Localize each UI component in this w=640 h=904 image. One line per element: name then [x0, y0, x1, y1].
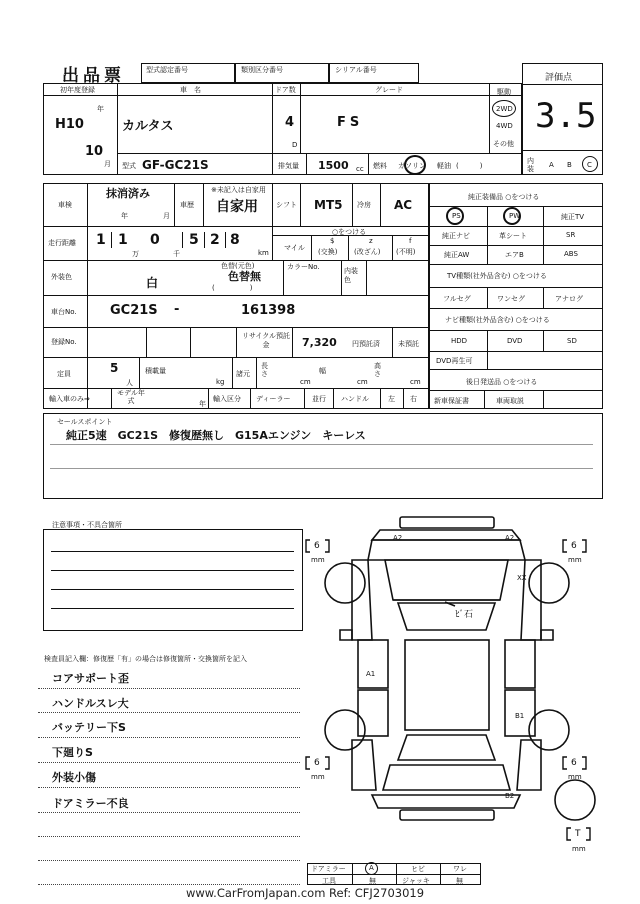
mileage-digit-4: 5 [189, 232, 199, 248]
mileage-digit-6: 8 [230, 232, 240, 248]
color-label: 外装色 [51, 273, 72, 281]
serial-label: シリアル番号 [335, 66, 377, 74]
mark-a2-left: A2 [393, 534, 403, 542]
grade-score-label: 評価点 [545, 73, 573, 83]
chassis-dash: - [174, 302, 180, 317]
later-warranty: 新車保証書 [434, 397, 469, 405]
model-year-unit: 年 [199, 400, 206, 408]
model-cert-label: 型式認定番号 [146, 66, 188, 74]
tire-front-right: 6 [571, 541, 577, 551]
handle-label: ハンドル [341, 395, 369, 403]
recycle-unpaid: 未預託 [398, 340, 419, 348]
grade-score-value: 3.5 [535, 96, 597, 136]
height-cm: cm [410, 378, 421, 386]
mile-opt3: (不明) [396, 248, 416, 256]
nav-title: ナビ種類(社外品含む) ○をつける [445, 316, 550, 324]
mileage-digit-3: 0 [150, 232, 160, 248]
mile-label: マイル [284, 244, 305, 252]
interior-label: 内装 [527, 157, 534, 173]
mirror-break: ワレ [453, 865, 467, 873]
fuel-label: 燃料 [373, 162, 387, 170]
equip-tv: 純正TV [561, 213, 585, 221]
tire-rear-right: 6 [571, 758, 577, 768]
interior-a: A [549, 161, 554, 169]
model-label: 型式 [122, 162, 136, 170]
nav-hdd: HDD [451, 337, 468, 345]
int-color-label: 内装色 [344, 267, 358, 284]
notes-label: 注意事項・不具合箇所 [52, 521, 122, 529]
cc-unit: cc [356, 165, 364, 173]
color-no-label: カラーNo. [287, 263, 320, 271]
equip-ps: PS [452, 212, 461, 220]
parallel-label: 並行 [312, 395, 326, 403]
mirror-label: ドアミラー [311, 865, 346, 873]
mileage-circle-note: ○をつける [332, 228, 367, 236]
length-label: 長さ [261, 362, 268, 378]
load-unit: kg [216, 378, 225, 386]
tool-value: 無 [369, 877, 376, 885]
note-item-5: 外装小傷 [52, 771, 96, 784]
width-label: 幅 [319, 367, 326, 375]
color-change-paren: ( ) [212, 284, 253, 292]
note-item-6: ドアミラー不良 [52, 797, 129, 810]
equip-pw: PW [509, 212, 521, 220]
equipment-title: 純正装備品 ○をつける [468, 193, 540, 201]
page-title: 出品票 [62, 66, 125, 86]
later-manual: 車両取説 [496, 397, 524, 405]
mirror-value: A [369, 864, 374, 872]
chassis-number: 161398 [241, 303, 296, 318]
import-class-label: 輸入区分 [213, 395, 241, 403]
equip-leather: 革シート [499, 232, 527, 240]
mileage-label: 走行距離 [48, 239, 76, 247]
usage-note: ※未記入は自家用 [211, 186, 266, 194]
mile-opt1-top: $ [330, 237, 335, 245]
month-value: 10 [85, 144, 104, 159]
doors-label: ドア数 [275, 86, 296, 94]
height-label: 高さ [374, 362, 381, 378]
tire-front-left: 6 [314, 541, 320, 551]
selling-points-text: 純正5速 GC21S 修復歴無し G15Aエンジン キーレス [66, 429, 366, 442]
nav-sd: SD [567, 337, 577, 345]
shift-label: シフト [276, 201, 297, 209]
chassis-prefix: GC21S [110, 303, 158, 318]
jack-label: ジャッキ [402, 877, 430, 885]
note-item-3: バッテリー下S [52, 721, 126, 734]
mile-opt2: (改ざん) [354, 248, 381, 256]
inspection-label: 車検 [58, 201, 72, 209]
jack-value: 無 [456, 877, 463, 885]
displacement-label: 排気量 [278, 162, 299, 170]
note-item-2: ハンドルスレ大 [52, 697, 129, 710]
drive-label: 駆動 [497, 88, 511, 96]
drive-2wd: 2WD [496, 105, 513, 113]
ac-label: 冷房 [357, 201, 371, 209]
year-era: H10 [55, 117, 84, 132]
right-label: 右 [410, 395, 417, 403]
fuel-paren: ( ) [456, 162, 483, 170]
tool-label: 工具 [322, 877, 336, 885]
mileage-unit-km: km [258, 249, 269, 257]
tire-spare-mm: mm [572, 845, 586, 853]
capacity-value: 5 [110, 361, 119, 375]
first-reg-label: 初年度登録 [60, 86, 95, 94]
mark-stone-chip: ﾋﾞ石 [455, 610, 474, 620]
mile-opt1: (交換) [318, 248, 338, 256]
usage-value: 自家用 [216, 199, 258, 215]
mirror-value-circle [365, 862, 378, 875]
drive-4wd: 4WD [496, 122, 513, 130]
color-change-label: 色替(元色) [221, 262, 255, 270]
inspection-value: 抹消済み [106, 187, 150, 200]
capacity-label: 定員 [57, 370, 71, 378]
equip-airbag: エアB [505, 251, 524, 259]
door-unit: D [292, 141, 298, 149]
shift-value: MT5 [314, 198, 343, 212]
note-item-4: 下廻りS [52, 746, 93, 759]
tv-oneseg: ワンセグ [497, 295, 525, 303]
doors-value: 4 [285, 115, 295, 130]
fuel-gas: ガソリン [398, 162, 426, 170]
mark-b1: B1 [515, 712, 525, 720]
color-value: 白 [146, 276, 159, 290]
mileage-unit-man: 万 [132, 250, 139, 258]
tire-rear-left-mm: mm [311, 773, 325, 781]
drive-other: その他 [493, 140, 514, 148]
dims-label: 諸元 [236, 370, 250, 378]
recycle-value: 7,320 [302, 336, 337, 349]
mileage-digit-2: 1 [118, 232, 128, 248]
tv-analog: アナログ [555, 295, 583, 303]
grade-label: グレード [375, 86, 403, 94]
year-unit: 年 [97, 105, 104, 113]
equip-aw: 純正AW [444, 251, 470, 259]
recycle-paid: 円預託済 [352, 340, 380, 348]
inspection-year-unit: 年 [121, 212, 128, 220]
recycle-label: リサイクル預託金 [241, 332, 291, 349]
tire-front-right-mm: mm [568, 556, 582, 564]
model-code: GF-GC21S [142, 158, 209, 172]
tv-title: TV種類(社外品含む) ○をつける [447, 272, 547, 280]
model-year-label: モデル年式 [117, 389, 145, 405]
chassis-label: 車台No. [51, 308, 77, 316]
load-label: 積載量 [145, 367, 166, 375]
reg-no-label: 登録No. [51, 338, 77, 346]
tire-rear-right-mm: mm [568, 773, 582, 781]
month-unit: 月 [104, 160, 111, 168]
selling-points-label: セールスポイント [57, 418, 113, 426]
inspector-note: 検査員記入欄：修復歴「有」の場合は修復箇所・交換箇所を記入 [44, 655, 247, 663]
left-label: 左 [388, 395, 395, 403]
ac-value: AC [394, 198, 413, 212]
grade-value: FS [337, 115, 364, 130]
displacement-value: 1500 [318, 159, 349, 172]
interior-b: B [567, 161, 572, 169]
mark-b2: B2 [505, 792, 515, 800]
mark-a1: A1 [366, 670, 376, 678]
tire-front-left-mm: mm [311, 556, 325, 564]
car-name-label: 車 名 [180, 86, 201, 94]
car-name-value: カルタス [122, 119, 174, 134]
tire-spare: T [575, 829, 581, 839]
usage-label: 車歴 [180, 201, 194, 209]
nav-dvd: DVD [507, 337, 523, 345]
note-item-1: コアサポート歪 [52, 672, 129, 685]
tv-fullseg: フルセグ [443, 295, 471, 303]
tire-rear-left: 6 [314, 758, 320, 768]
length-cm: cm [300, 378, 311, 386]
mileage-digit-5: 2 [210, 232, 220, 248]
mile-opt3-top: f [409, 237, 412, 245]
equip-abs: ABS [564, 250, 578, 258]
equip-sr: SR [566, 231, 576, 239]
mileage-digit-1: 1 [96, 232, 106, 248]
watermark-text: www.CarFromJapan.com Ref: CFJ2703019 [186, 886, 425, 900]
color-change-value: 色替無 [228, 270, 261, 283]
width-cm: cm [357, 378, 368, 386]
equip-navi: 純正ナビ [442, 232, 470, 240]
mark-a2-right: A2 [505, 534, 515, 542]
mark-xx: XX [517, 574, 527, 582]
mile-opt2-top: z [369, 237, 373, 245]
mileage-unit-sen: 千 [173, 250, 180, 258]
import-label: 輸入車のみ⇒ [49, 395, 90, 403]
category-label: 類別区分番号 [241, 66, 283, 74]
inspection-month-unit: 月 [163, 212, 170, 220]
capacity-unit: 人 [126, 379, 133, 387]
dealer-label: ディーラー [256, 395, 291, 403]
fuel-diesel: 軽油 [437, 162, 451, 170]
dvd-playback: DVD再生可 [436, 357, 473, 365]
interior-c: C [587, 161, 592, 169]
later-title: 後日発送品 ○をつける [466, 378, 538, 386]
mirror-crack: ヒビ [411, 865, 425, 873]
